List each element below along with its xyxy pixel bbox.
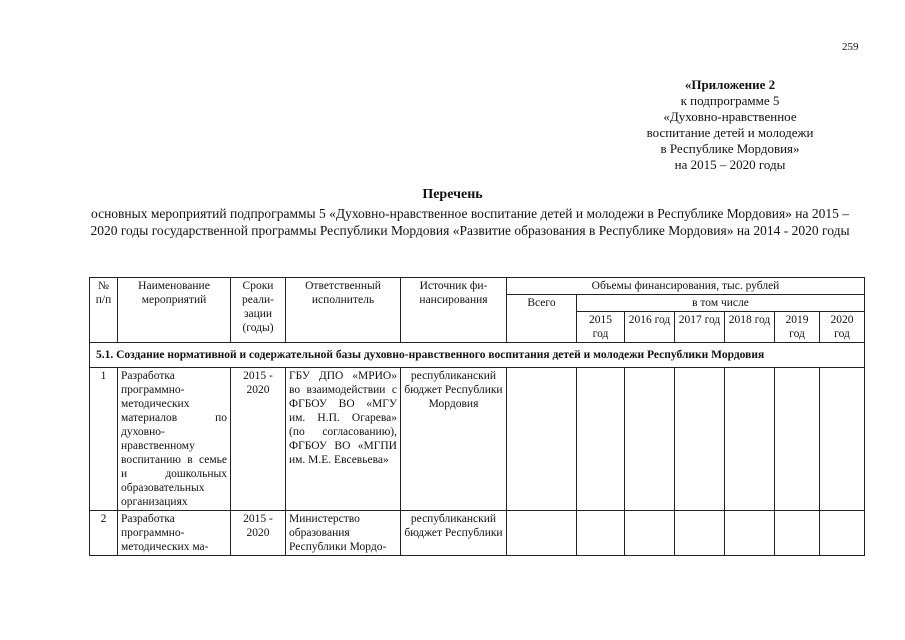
row-year-value bbox=[675, 511, 725, 556]
row-name: Разработка программно-методических материалов по духовно-нравственному воспитанию в семье и дошкольных образовательных организациях bbox=[118, 368, 231, 511]
table-row bbox=[90, 511, 865, 556]
row-total bbox=[507, 511, 577, 556]
activities-table bbox=[89, 277, 865, 556]
header-term: Сроки реали-зации (годы) bbox=[231, 278, 286, 343]
row-num: 2 bbox=[90, 511, 118, 556]
header-funding: Объемы финансирования, тыс. рублей bbox=[507, 278, 865, 295]
header-name: Наименование мероприятий bbox=[118, 278, 231, 343]
row-source: республиканский бюджет Республики bbox=[401, 511, 507, 556]
table-row bbox=[90, 368, 865, 511]
appendix-line: в Республике Мордовия» bbox=[660, 141, 800, 156]
row-year-value bbox=[577, 368, 625, 511]
page-number: 259 bbox=[842, 41, 859, 53]
row-year-value bbox=[775, 511, 820, 556]
row-total bbox=[507, 368, 577, 511]
document-title: Перечень bbox=[422, 187, 483, 202]
row-num: 1 bbox=[90, 368, 118, 511]
header-num: № п/п bbox=[90, 278, 118, 343]
row-year-value bbox=[820, 368, 865, 511]
header-total: Всего bbox=[507, 295, 577, 343]
appendix-title: «Приложение 2 bbox=[684, 77, 776, 92]
row-source: республиканский бюджет Республики Мордовия bbox=[401, 368, 507, 511]
row-year-value bbox=[625, 511, 675, 556]
header-year: 2020 год bbox=[820, 312, 865, 343]
page-bottom-margin bbox=[0, 578, 905, 640]
header-year: 2015 год bbox=[577, 312, 625, 343]
row-term: 2015 - 2020 bbox=[231, 368, 286, 511]
header-year: 2018 год bbox=[725, 312, 775, 343]
row-name: Разработка программно-методических ма- bbox=[118, 511, 231, 556]
table-header-row bbox=[90, 278, 865, 295]
row-year-value bbox=[775, 368, 820, 511]
row-year-value bbox=[820, 511, 865, 556]
row-year-value bbox=[725, 368, 775, 511]
row-year-value bbox=[675, 368, 725, 511]
document-subtitle: основных мероприятий подпрограммы 5 «Духовно-нравственное воспитание детей и молодежи в Республике Мордовия» на 2015 – 2020 годы государственной программы Республики Мордовия «Развитие образования в Республике Мордовия» на 2014 - 2020 годы bbox=[90, 206, 850, 238]
appendix-line: к подпрограмме 5 bbox=[680, 93, 780, 108]
row-term: 2015 - 2020 bbox=[231, 511, 286, 556]
appendix-block bbox=[600, 77, 860, 173]
appendix-line: воспитание детей и молодежи bbox=[646, 125, 814, 140]
row-year-value bbox=[577, 511, 625, 556]
header-year: 2017 год bbox=[675, 312, 725, 343]
row-year-value bbox=[625, 368, 675, 511]
appendix-line: на 2015 – 2020 годы bbox=[674, 157, 786, 172]
row-year-value bbox=[725, 511, 775, 556]
header-source: Источник фи-нансирования bbox=[401, 278, 507, 343]
header-year: 2016 год bbox=[625, 312, 675, 343]
header-year: 2019 год bbox=[775, 312, 820, 343]
header-including: в том числе bbox=[577, 295, 865, 312]
appendix-line: «Духовно-нравственное bbox=[663, 109, 797, 124]
section-row bbox=[90, 343, 865, 368]
header-executor: Ответственный исполнитель bbox=[286, 278, 401, 343]
section-title: 5.1. Создание нормативной и содержательной базы духовно-нравственного воспитания детей и молодежи Республики Мордовия bbox=[90, 343, 865, 368]
row-executor: ГБУ ДПО «МРИО» во взаимодействии с ФГБОУ ВО «МГУ им. Н.П. Огарева» (по согласованию), ФГБОУ ВО «МГПИ им. М.Е. Евсевьева» bbox=[286, 368, 401, 511]
row-executor: Министерство образования Республики Мордо- bbox=[286, 511, 401, 556]
